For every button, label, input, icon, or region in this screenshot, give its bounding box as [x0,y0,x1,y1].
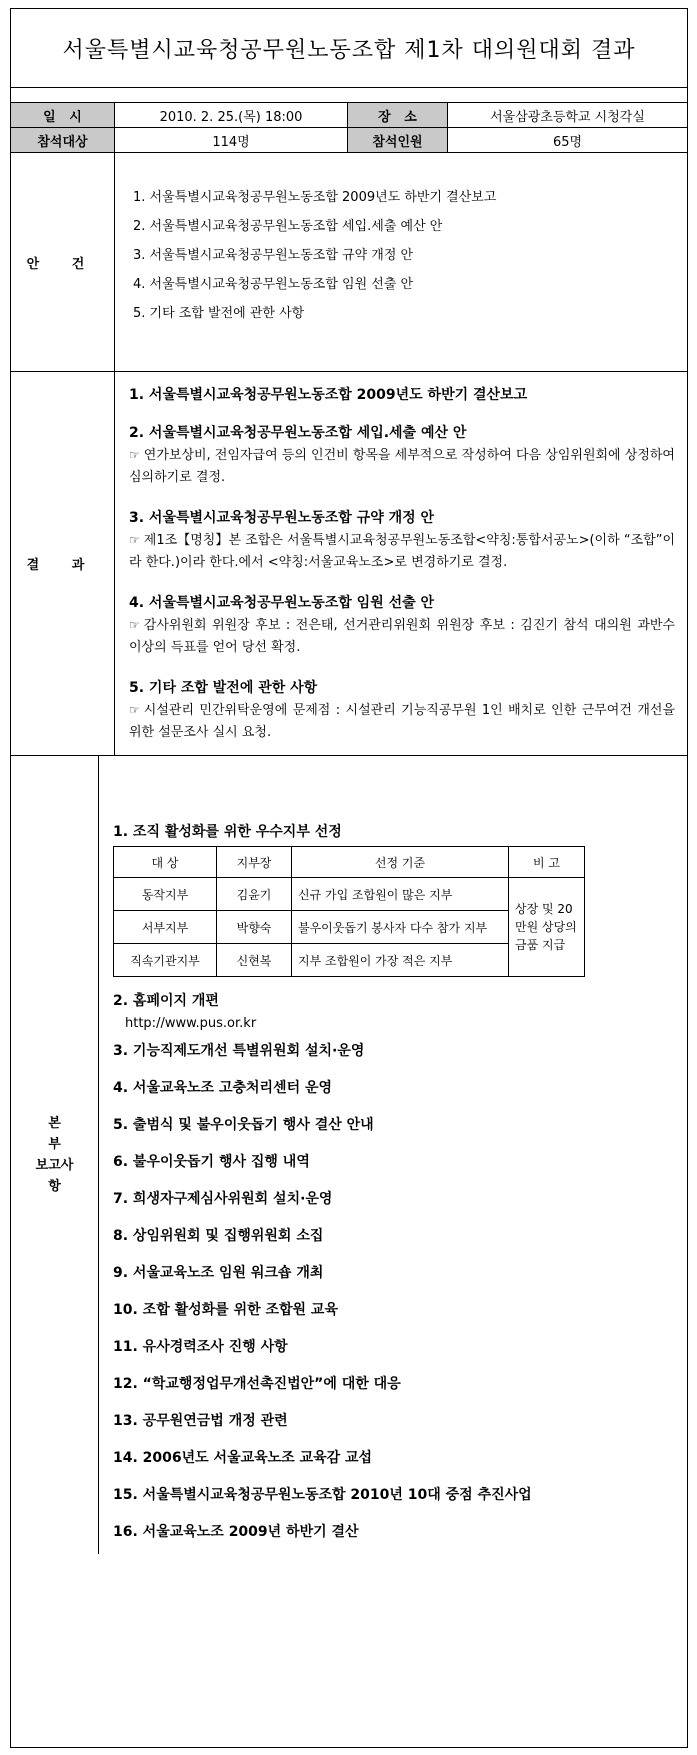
table-cell: 박향숙 [217,911,292,944]
table-note-cell: 상장 및 20만원 상당의 금품 지급 [509,878,585,977]
table-row [114,878,585,911]
report-item: 2. 홈페이지 개편 [113,993,219,1009]
result-heading: 3. 서울특별시교육청공무원노동조합 규약 개정 안 [129,510,435,526]
report-section [11,756,687,1554]
agenda-list [115,153,687,371]
attend-value: 65명 [552,134,583,150]
pointing-hand-icon: ☞ [129,703,140,717]
result-heading: 2. 서울특별시교육청공무원노동조합 세입.세출 예산 안 [129,425,467,441]
table-cell: 신규 가입 조합원이 많은 지부 [292,878,509,911]
report-item: 11. 유사경력조사 진행 사항 [113,1339,288,1355]
agenda-item: 2. 서울특별시교육청공무원노동조합 세입.세출 예산 안 [133,219,443,234]
report-item: 3. 기능직제도개선 특별위원회 설치·운영 [113,1043,365,1059]
pointing-hand-icon: ☞ [129,618,140,632]
agenda-side-label: 안 건 [11,153,115,371]
result-heading: 4. 서울특별시교육청공무원노동조합 임원 선출 안 [129,595,435,611]
table-cell: 불우이웃돕기 봉사자 다수 참가 지부 [292,911,509,944]
report-item: 5. 출범식 및 불우이웃돕기 행사 결산 안내 [113,1117,374,1133]
report-list [99,756,687,1554]
agenda-item: 4. 서울특별시교육청공무원노동조합 임원 선출 안 [133,277,414,292]
result-detail: ☞ 감사위원회 위원장 후보 : 전은태, 선거관리위원회 위원장 후보 : 김진기 참석 대의원 과반수 이상의 득표를 얻어 당선 확정. [129,614,675,659]
table-header-row [114,847,585,878]
report-item: 13. 공무원연금법 개정 관련 [113,1413,288,1429]
result-section [11,372,687,756]
report-item: 16. 서울교육노조 2009년 하반기 결산 [113,1524,359,1540]
table-header: 비 고 [509,847,585,878]
report-side-line: 부 [48,1137,61,1152]
meta-row-attend [11,128,687,153]
target-value: 114명 [115,128,348,152]
place-label: 장 소 [348,103,448,127]
table-cell: 동작지부 [114,878,217,911]
document [10,8,688,1748]
target-label: 참석대상 [11,128,115,152]
report-item: 6. 불우이웃돕기 행사 집행 내역 [113,1154,310,1170]
report-side-label [11,756,99,1554]
result-detail: ☞ 시설관리 민간위탁운영에 문제점 : 시설관리 기능직공무원 1인 배치로 인한 근무여건 개선을 위한 설문조사 실시 요청. [129,699,675,744]
table-cell: 직속기관지부 [114,944,217,977]
agenda-item: 3. 서울특별시교육청공무원노동조합 규약 개정 안 [133,248,414,263]
result-list [115,372,687,755]
report-item: 15. 서울특별시교육청공무원노동조합 2010년 10대 중점 추진사업 [113,1487,532,1503]
table-cell: 김윤기 [217,878,292,911]
result-detail: ☞ 제1조【명칭】본 조합은 서울특별시교육청공무원노동조합<약칭:통합서공노>(이하 “조합”이라 한다.)이라 한다.에서 <약칭:서울교육노조>로 변경하기로 결정. [129,529,675,574]
place-value: 서울삼광초등학교 시청각실 [490,109,645,125]
agenda-item: 5. 기타 조합 발전에 관한 사항 [133,306,305,321]
report-item: 10. 조합 활성화를 위한 조합원 교육 [113,1302,338,1318]
selection-table [113,846,585,977]
report-item: 9. 서울교육노조 임원 워크숍 개최 [113,1265,324,1281]
table-cell: 신현복 [217,944,292,977]
report-item: 14. 2006년도 서울교육노조 교육감 교섭 [113,1450,373,1466]
table-cell: 지부 조합원이 가장 적은 지부 [292,944,509,977]
pointing-hand-icon: ☞ [129,448,140,462]
meta-row-date [11,102,687,128]
date-label: 일 시 [11,103,115,127]
result-detail: ☞ 연가보상비, 전임자급여 등의 인건비 항목을 세부적으로 작성하여 다음 상임위원회에 상정하여 심의하기로 결정. [129,444,675,489]
report-side-line: 본 [48,1116,61,1131]
homepage-url: http://www.pus.or.kr [125,1016,257,1031]
report-side-line: 항 [48,1179,61,1194]
agenda-item: 1. 서울특별시교육청공무원노동조합 2009년도 하반기 결산보고 [133,190,497,205]
attend-label: 참석인원 [348,128,448,152]
pointing-hand-icon: ☞ [129,533,140,547]
result-heading: 1. 서울특별시교육청공무원노동조합 2009년도 하반기 결산보고 [129,387,528,403]
report-item: 1. 조직 활성화를 위한 우수지부 선정 [113,824,342,840]
table-header: 선정 기준 [292,847,509,878]
table-header: 대 상 [114,847,217,878]
report-item: 7. 희생자구제심사위원회 설치·운영 [113,1191,333,1207]
date-value: 2010. 2. 25.(목) 18:00 [115,103,348,127]
report-item: 8. 상임위원회 및 집행위원회 소집 [113,1228,324,1244]
result-side-label: 결 과 [11,372,115,755]
document-title: 서울특별시교육청공무원노동조합 제1차 대의원대회 결과 [11,9,687,88]
report-item: 4. 서울교육노조 고충처리센터 운영 [113,1080,333,1096]
report-side-line: 보고사 [35,1158,74,1173]
report-item: 12. “학교행정업무개선촉진법안”에 대한 대응 [113,1376,401,1392]
table-header: 지부장 [217,847,292,878]
result-heading: 5. 기타 조합 발전에 관한 사항 [129,680,318,696]
table-cell: 서부지부 [114,911,217,944]
agenda-section [11,153,687,372]
